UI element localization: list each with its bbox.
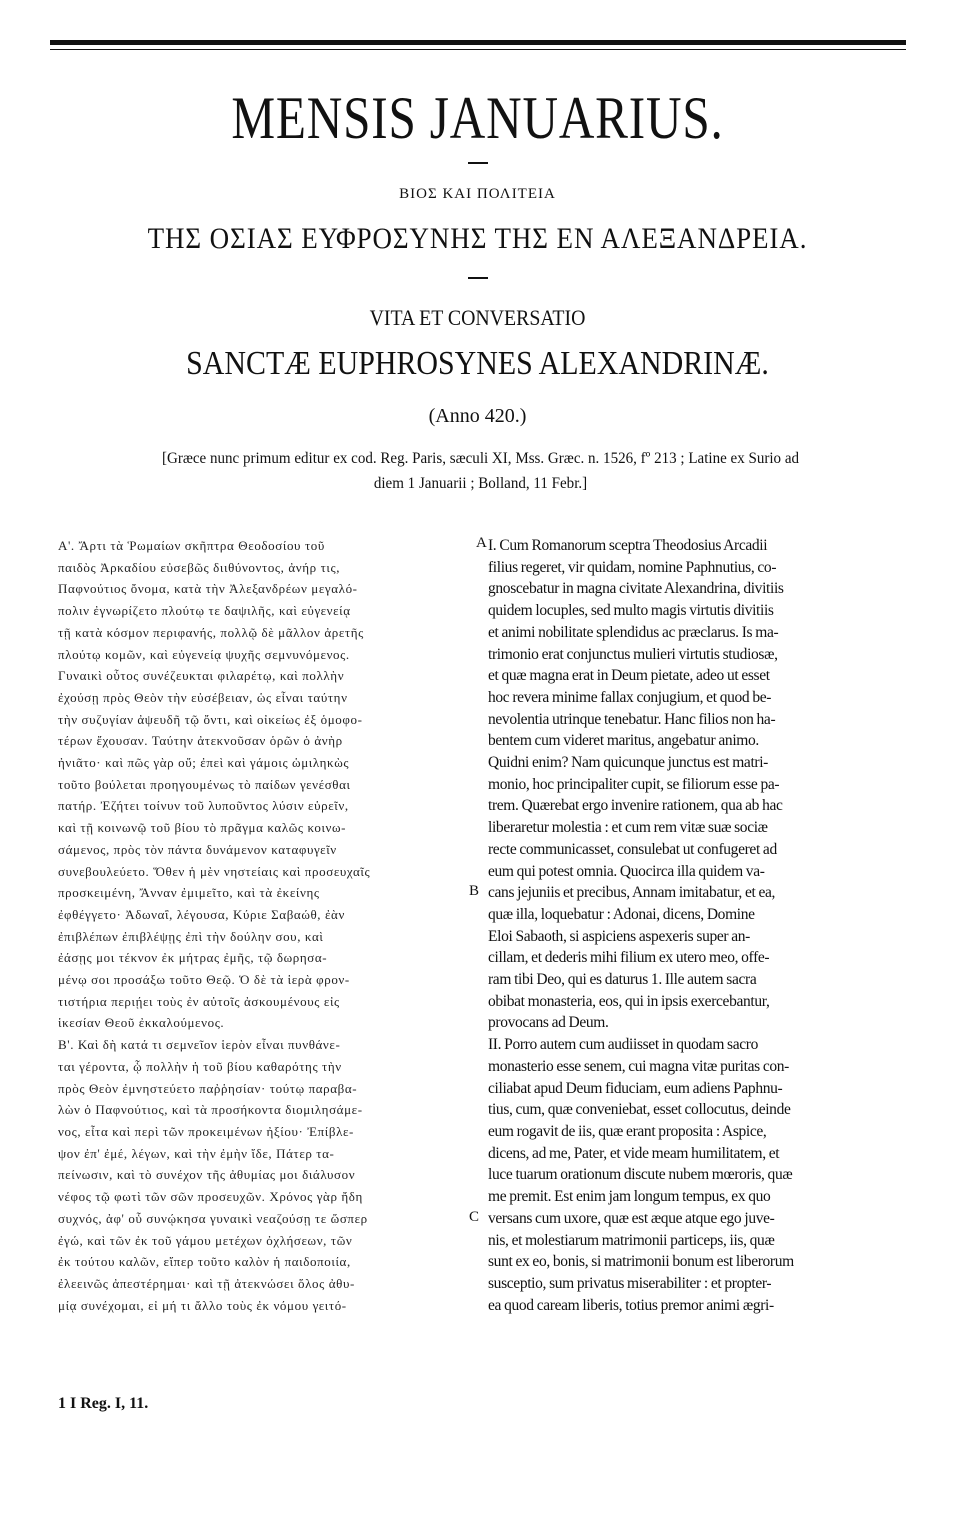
latin-text-line: gnoscebatur in magna civitate Alexandrina, divitiis bbox=[488, 580, 784, 598]
source-note-line: diem 1 Januarii ; Bolland, 11 Febr.] bbox=[373, 475, 588, 492]
greek-text-line: τοῦτο βούλεται προηγουμένως τὸ παίδων γενέσθαι bbox=[58, 776, 351, 792]
greek-text-line: σάμενος, πρὸς τὸν πάντα δυνάμενον καταφυγεῖν bbox=[58, 841, 337, 857]
latin-text-line: filius regeret, vir quidam, nomine Paphnutius, co- bbox=[488, 558, 777, 576]
latin-text-line: trem. Quærebat ergo invenire rationem, qua ab hac bbox=[488, 797, 783, 815]
greek-text-line: πρὸς Θεὸν ἐμνηστεύετο παῤῥησίαν· τούτῳ παραβα- bbox=[58, 1080, 358, 1096]
greek-text-line: Γυναικὶ οὗτος συνέζευκται φιλαρέτῳ, καὶ πολλὴν bbox=[58, 668, 345, 684]
greek-text-line: ἱκεσίαν Θεοῦ ἐκκαλούμενος. bbox=[58, 1015, 225, 1031]
latin-text-line: trimonio erat conjunctus mulieri virtutis studiosæ, bbox=[488, 645, 778, 663]
greek-text-line: τῇ κατὰ κόσμον περιφανής, πολλῷ δὲ μᾶλλον ἀρετῆς bbox=[58, 624, 364, 640]
greek-text-line: παιδὸς Ἀρκαδίου εὐσεβῶς διιθύνοντος, ἀνήρ τις, bbox=[58, 559, 341, 575]
greek-text-column bbox=[58, 535, 478, 1316]
latin-text-line: Quidni enim? Nam quicunque junctus est matri- bbox=[488, 754, 768, 772]
latin-heading-small: VITA ET CONVERSATIO bbox=[369, 305, 586, 330]
latin-text-line: dicens, ad me, Pater, et vide meam humilitatem, et bbox=[488, 1144, 780, 1162]
latin-text-line: bentem cum videret maritus, angebatur animo. bbox=[488, 732, 759, 750]
latin-text-line: ram tibi Deo, qui es daturus 1. Ille autem sacra bbox=[488, 971, 757, 989]
latin-text-line: luce tuarum orationum discute nubem mœroris, quæ bbox=[488, 1166, 793, 1184]
greek-text-line: ἐφθέγγετο· Ἀδωναΐ, λέγουσα, Κύριε Σαβαώθ, ἐὰν bbox=[58, 906, 345, 922]
latin-text-line: eum qui potest omnia. Quocirca illa quidem va- bbox=[488, 862, 765, 880]
latin-text-line: versans cum uxore, quæ est æque atque ego juve- bbox=[488, 1209, 775, 1227]
margin-marker: B bbox=[469, 883, 480, 899]
latin-text-line: sunt ex eo, bonis, si matrimonii bonum est liberorum bbox=[488, 1253, 794, 1271]
greek-text-line: ἐπιβλέπων ἐπιβλέψῃς ἐπὶ τὴν δούλην σου, καὶ bbox=[58, 928, 324, 944]
greek-text-line: λὼν ὁ Παφνούτιος, καὶ τὰ προσήκοντα διομιλησάμε- bbox=[58, 1102, 363, 1118]
greek-heading: ΤΗΣ ΟΣΙΑΣ ΕΥΦΡΟΣΥΝΗΣ ΤΗΣ ΕΝ ΑΛΕΞΑΝΔΡΕΙΑ. bbox=[147, 222, 808, 255]
greek-text-line: Α'. Ἄρτι τὰ Ῥωμαίων σκῆπτρα Θεοδοσίου τοῦ bbox=[58, 538, 325, 553]
greek-text-line: πολιν ἐγνωρίζετο πλούτῳ τε δαψιλῆς, καὶ εὐγενείᾳ bbox=[58, 603, 351, 619]
greek-text-line: ἐάσῃς μοι τέκνον ἐκ μήτρας ἐμῆς, τῷ δωρησα- bbox=[58, 950, 328, 966]
greek-text-line: ἐλεεινῶς ἀπεστέρημαι· καὶ τῇ ἀτεκνώσει ὅλος ἀθυ- bbox=[58, 1275, 355, 1291]
latin-text-line: susceptio, sum privatus miserabiliter : et propter- bbox=[488, 1274, 772, 1292]
greek-text-line: Β'. Καὶ δὴ κατά τι σεμνεῖον ἱερὸν εἶναι πυνθάνε- bbox=[58, 1037, 341, 1053]
greek-text-line: ψον ἐπ' ἐμέ, λέγων, καὶ τὴν ἐμὴν ἴδε, Πάτερ τα- bbox=[58, 1145, 335, 1161]
page-title: MENSIS JANUARIUS. bbox=[231, 85, 724, 151]
latin-text-line: nis, et molestiarum matrimonii particeps, iis, quæ bbox=[488, 1231, 775, 1249]
top-double-rule bbox=[50, 40, 906, 50]
greek-heading-small: ΒΙΟΣ ΚΑΙ ΠΟΛΙΤΕΙΑ bbox=[399, 186, 556, 202]
latin-text-column bbox=[488, 535, 920, 1316]
greek-text-line: συχνός, ἀφ' οὗ συνῴκησα γυναικὶ νεαζούσῃ τε ὥσπερ bbox=[58, 1210, 368, 1226]
latin-text-line: eum rogavit de iis, quæ erant proposita : Aspice, bbox=[488, 1122, 767, 1140]
greek-text-line: πλούτῳ κομῶν, καὶ εὐγενείᾳ ψυχῆς σεμνυνόμενος. bbox=[58, 646, 350, 662]
greek-text-line: πατήρ. Ἐζήτει τοίνυν τοῦ λυποῦντος λύσιν εὑρεῖν, bbox=[58, 798, 349, 814]
latin-text-line: monasterio esse senem, cui magna vitæ puritas con- bbox=[488, 1057, 789, 1075]
source-note-line: [Græce nunc primum editur ex cod. Reg. Paris, sæculi XI, Mss. Græc. n. 1526, fº 213 ; Latine ex Surio ad bbox=[161, 450, 800, 467]
greek-text-line: πείνωσιν, καὶ τὸ συνέχον τῆς ἀθυμίας μοι διάλυσον bbox=[58, 1167, 356, 1183]
latin-text-line: quæ illa, loquebatur : Adonai, dicens, Domine bbox=[488, 905, 755, 923]
greek-text-line: ται γέροντα, ᾧ πολλὴν ἡ τοῦ βίου καθαρότης τὴν bbox=[58, 1058, 342, 1074]
latin-text-line: II. Porro autem cum audiisset in quodam sacro bbox=[488, 1036, 759, 1054]
greek-text-line: τιστήρια περιῄει τοὺς ἐν αὐτοῖς ἀσκουμένους εἰς bbox=[58, 993, 340, 1009]
source-note bbox=[83, 446, 877, 496]
latin-text-line: et animi nobilitate splendidus ac præclarus. Is ma- bbox=[488, 623, 779, 641]
margin-marker: A bbox=[476, 535, 487, 551]
greek-text-line: συνεβουλεύετο. Ὅθεν ἡ μὲν νηστείαις καὶ προσευχαῖς bbox=[58, 863, 371, 879]
greek-text-line: ἐγώ, καὶ τῶν ἐκ τοῦ γάμου μετέχων ὀχλήσεων, τῶν bbox=[58, 1232, 353, 1248]
latin-text-line: et quæ magna erat in Deum pietate, adeo ut esset bbox=[488, 667, 770, 685]
latin-text-line: I. Cum Romanorum sceptra Theodosius Arcadii bbox=[488, 537, 768, 554]
greek-text-line: Παφνούτιος ὄνομα, κατὰ τὴν Ἀλεξανδρέων μεγαλό- bbox=[58, 581, 358, 597]
latin-text-line: provocans ad Deum. bbox=[488, 1014, 609, 1032]
latin-text-line: liberaretur molestia : et cum rem vitæ suæ sociæ bbox=[488, 819, 768, 837]
greek-text-line: νέφος τῷ φωτὶ τῶν σῶν προσευχῶν. Χρόνος γὰρ ἤδη bbox=[58, 1189, 363, 1205]
greek-text-line: νος, εἶτα καὶ περὶ τῶν προκειμένων ἠξίου· Ἐπίβλε- bbox=[58, 1123, 354, 1139]
greek-text-line: ἠνιᾶτο· καὶ πῶς γὰρ οὔ; ἐπεὶ καὶ γάμοις ὡμιληκὼς bbox=[58, 755, 350, 771]
latin-text-line: obibat monasteria, eos, qui in ipsis exercebantur, bbox=[488, 992, 770, 1010]
latin-text-line: monio, hoc principaliter cupit, se filiorum esse pa- bbox=[488, 775, 780, 793]
latin-heading: SANCTÆ EUPHROSYNES ALEXANDRINÆ. bbox=[186, 345, 769, 382]
divider-dash bbox=[468, 277, 488, 279]
greek-text-line: ἐκ τούτου καλῶν, εἴπερ τοῦτο καλὸν ἡ παιδοποιία, bbox=[58, 1254, 351, 1270]
latin-text-line: ciliabat apud Deum fiduciam, eum adiens Paphnu- bbox=[488, 1079, 783, 1097]
greek-text-line: προσκειμένη, Ἄνναν ἐμιμεῖτο, καὶ τὰ ἐκείνης bbox=[58, 885, 320, 901]
greek-text-line: μένῳ σοι προσάξω τοῦτο Θεῷ. Ὁ δὲ τὰ ἱερὰ φρον- bbox=[58, 972, 350, 988]
latin-text-line: hoc revera minime fallax conjugium, et quod be- bbox=[488, 688, 772, 706]
greek-text-line: τὴν συζυγίαν ἀψευδῆ τῷ ὄντι, καὶ οἰκείως ἐξ ὁμοφο- bbox=[58, 711, 363, 727]
latin-text-line: nevolentia utrinque tenebatur. Hanc filios non ha- bbox=[488, 710, 776, 728]
latin-text-line: cans jejuniis et precibus, Annam imitabatur, et ea, bbox=[488, 884, 776, 902]
greek-text-line: τέρων ἔχουσαν. Ταύτην ἀτεκνοῦσαν ὁρῶν ὁ ἀνὴρ bbox=[58, 733, 343, 749]
year-note: (Anno 420.) bbox=[428, 405, 527, 427]
footnote: 1 I Reg. I, 11. bbox=[58, 1395, 149, 1412]
latin-text-line: recte communicasset, consulebat ut confugeret ad bbox=[488, 840, 777, 858]
greek-text-line: μίᾳ συνέχομαι, εἰ μή τι ἄλλο τοὺς ἐκ νόμου γειτό- bbox=[58, 1297, 347, 1313]
latin-text-line: ea quod caream liberis, totius premor animi ægri- bbox=[488, 1296, 774, 1314]
latin-text-line: cillam, et dederis mihi filium ex utero meo, offe- bbox=[488, 949, 770, 967]
greek-text-line: ἐχούσῃ πρὸς Θεὸν τὴν εὐσέβειαν, ὡς εἶναι ταύτην bbox=[58, 689, 348, 705]
latin-text-line: quidem locuples, sed multo magis virtutis divitiis bbox=[488, 602, 774, 620]
divider-dash bbox=[468, 162, 488, 164]
latin-text-line: Eloi Sabaoth, si aspiciens aspexeris super an- bbox=[488, 927, 750, 945]
latin-text-line: tius, cum, quæ conveniebat, esset collocutus, deinde bbox=[488, 1101, 791, 1119]
margin-marker: C bbox=[469, 1209, 480, 1225]
greek-text-line: καὶ τῇ κοινωνῷ τοῦ βίου τὸ πρᾶγμα καλῶς κοινω- bbox=[58, 820, 347, 836]
latin-text-line: me premit. Est enim jam longum tempus, ex quo bbox=[488, 1188, 771, 1206]
